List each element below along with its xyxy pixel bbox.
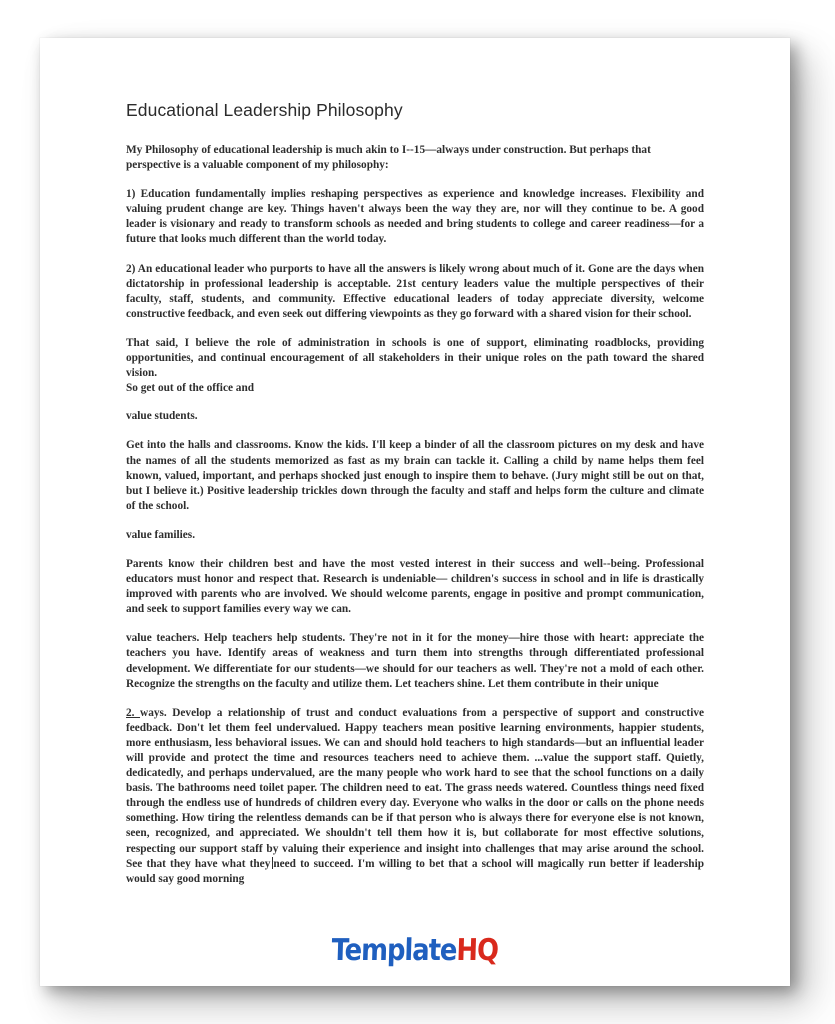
- paragraph-point-1: 1) Education fundamentally implies reshaping perspectives as experience and knowledge increases. Flexibility and valuing prudent change are key. Things haven't always been the way they are, nor will they continue to be. A good leader is visionary and ready to transform schools as needed and bring students to college and career readiness—for a future that looks much different than the world today.: [126, 188, 704, 246]
- logo-word-template: Template: [331, 933, 458, 968]
- paragraph-that-said: That said, I believe the role of administration in schools is one of support, eliminating roadblocks, providing opportunities, and continual encouragement of all stakeholders in their unique roles on the path toward the shared vision.: [126, 336, 704, 380]
- paragraph-value-students: value students.: [126, 410, 198, 423]
- footer-watermark: [40, 933, 790, 968]
- paragraph-so-get-out: So get out of the office and: [126, 382, 255, 395]
- paragraph-students-body: Get into the halls and classrooms. Know the kids. I'll keep a binder of all the classroom pictures on my desk and have the names of all the students memorized as fast as my brain can tackle it. Calling a child by name helps them feel known, valued, important, and perhaps shocked just enough to inspire them to behave. (Jury might still be out on that, but I believe it.) Positive leadership trickles down through the faculty and staff and helps form the culture and climate of the school.: [126, 439, 704, 512]
- paragraph-point-2: 2) An educational leader who purports to have all the answers is likely wrong about much of it. Gone are the days when dictatorship in professional leadership is acceptable. 21st century leaders value the multiple perspectives of their faculty, staff, students, and community. Effective educational leaders of today appreciate diversity, welcome constructive feedback, and even seek out differing viewpoints as they go forward with a shared vision for their school.: [126, 262, 704, 320]
- document-content: [126, 100, 704, 901]
- templatehq-logo: [331, 933, 499, 968]
- paragraph-intro: My Philosophy of educational leadership is much akin to I--15—always under construction. But perhaps that perspective is a valuable component of my philosophy:: [126, 144, 651, 172]
- underlined-list-marker: 2.: [126, 706, 141, 719]
- support-staff-text: ways. Develop a relationship of trust and conduct evaluations from a perspective of support and constructive feedback. Don't let them feel undervalued. Happy teachers mean positive learning environments, happier students, more enthusiasm, less behavioral issues. We can and should hold teachers to high standards—but an influential leader will provide and protect the time and resources teachers need to achieve them. ...value the support staff. Quietly, dedicatedly, and perhaps undervalued, are the many people who work hard to see that the school functions on a daily basis. The bathrooms need toilet paper. The children need to eat. The grass needs watered. Countless things need fixed through the endless use of hundreds of children every day. Everyone who walks in the door or calls on the phone needs something. How tiring the relentless demands can be if that person who is always there for everyone else is not known, seen, recognized, and appreciated. We shouldn't tell them how it is, but collaborate for most effective solutions, respecting our support staff by valuing their experience and insight into challenges that may arise around the school. See that they have what they: [126, 706, 704, 870]
- paragraph-value-families: value families.: [126, 528, 196, 541]
- paragraph-teachers-body: value teachers. Help teachers help students. They're not in it for the money—hire those with heart: appreciate the teachers you have. Identify areas of weakness and turn them into strengths through differentiated professional development. We differentiate for our students—we should for our teachers as well. They're not a mold of each other. Recognize the strengths on the faculty and utilize them. Let teachers shine. Let them contribute in their unique: [126, 632, 704, 690]
- paragraph-support-staff: [126, 706, 704, 887]
- page-title: Educational Leadership Philosophy: [126, 100, 403, 120]
- support-staff-text-after-caret: need to succeed. I'm willing to bet that a school will magically run better if leadership would say good morning: [126, 857, 704, 885]
- paragraph-families-body: Parents know their children best and have the most vested interest in their success and well--being. Professional educators must honor and respect that. Research is undeniable— children's success in school and in life is drastically improved with parents who are involved. We should welcome parents, engage in positive and prompt communication, and seek to support families every way we can.: [126, 557, 704, 616]
- document-page: [40, 38, 790, 986]
- logo-word-hq: HQ: [456, 933, 499, 968]
